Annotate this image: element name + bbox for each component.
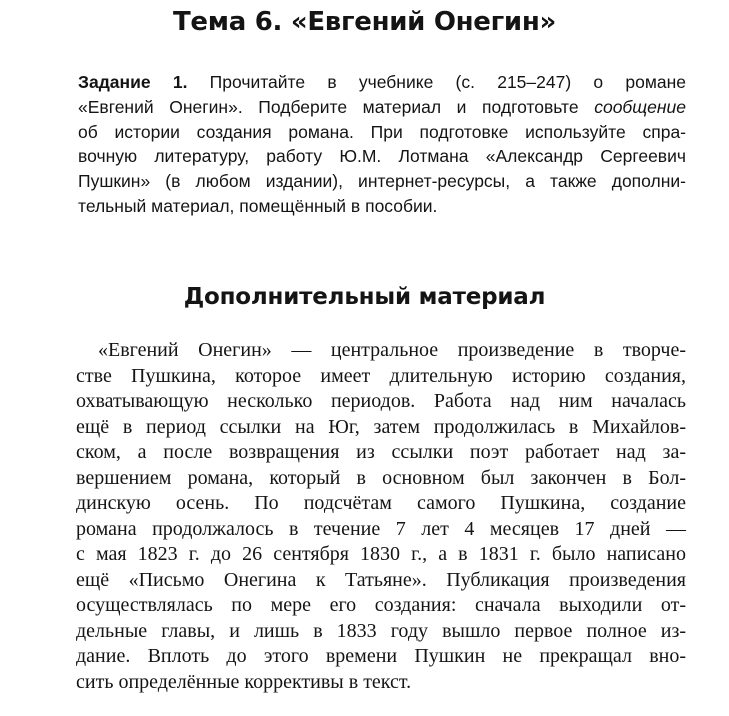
task-line-2 xyxy=(78,95,686,120)
body-line: вершением романа, который в основном был закончен в Бол- xyxy=(76,466,686,489)
body-line: с мая 1823 г. до 26 сентября 1830 г., а в 1831 г. было написано xyxy=(76,543,686,565)
body-line: динскую осень. По подсчётам самого Пушкина, создание xyxy=(76,492,686,514)
task-line-5: Пушкин» (в любом издании), интернет-ресурсы, а также дополни- xyxy=(78,171,686,192)
task-line-1 xyxy=(78,70,686,95)
body-line: сить определённые коррективы в текст. xyxy=(76,670,412,693)
task-line-3: об истории создания романа. При подготовке используйте спра- xyxy=(78,121,686,142)
task-block xyxy=(78,70,686,219)
task-label: Задание 1. xyxy=(78,72,188,92)
page-title: Тема 6. «Евгений Онегин» xyxy=(173,7,556,37)
body-line: дельные главы, и лишь в 1833 году вышло первое полное из- xyxy=(76,619,686,642)
task-line-2-text: «Евгений Онегин». Подберите материал и подготовьте xyxy=(78,96,595,117)
body-line: ещё в период ссылки на Юг, затем продолжилась в Михайлов- xyxy=(76,415,686,438)
task-emphasis: сообщение xyxy=(594,96,686,117)
body-line: охватывающую несколько периодов. Работа над ним началась xyxy=(76,390,686,412)
task-line-6: тельный материал, помещённый в пособии. xyxy=(78,195,438,216)
task-line-4: вочную литературу, работу Ю.М. Лотмана «Александр Сергеевич xyxy=(78,146,686,167)
body-line: романа продолжалось в течение 7 лет 4 месяцев 17 дней — xyxy=(76,517,686,540)
body-paragraph xyxy=(76,338,686,695)
body-line: ском, а после возвращения из ссылки поэт работает над за- xyxy=(76,441,686,463)
section-heading: Дополнительный материал xyxy=(183,284,546,310)
body-line: ещё «Письмо Онегина к Татьяне». Публикация произведения xyxy=(76,568,686,591)
task-line-1-text: Прочитайте в учебнике (с. 215–247) о романе xyxy=(187,72,687,92)
body-line: стве Пушкина, которое имеет длительную историю создания, xyxy=(76,364,686,387)
body-line: «Евгений Онегин» — центральное произведение в творче- xyxy=(98,339,686,361)
body-line: дание. Вплоть до этого времени Пушкин не прекращал вно- xyxy=(76,645,686,667)
body-line: осуществлялась по мере его создания: сначала выходили от- xyxy=(76,594,686,616)
